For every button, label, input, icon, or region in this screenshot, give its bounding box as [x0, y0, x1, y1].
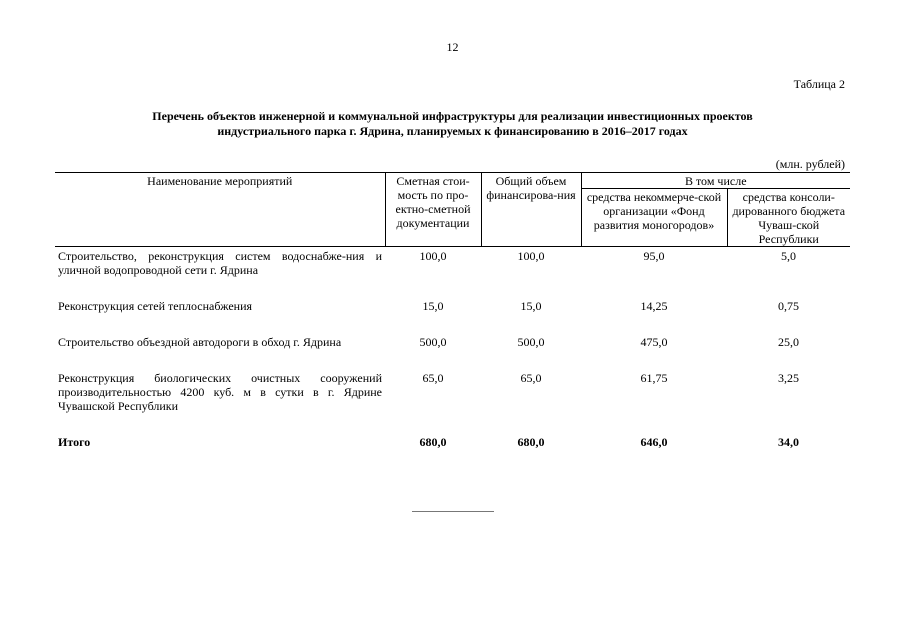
row-fund: 14,25 — [640, 299, 668, 313]
table-header — [55, 173, 850, 247]
row-fund: 95,0 — [643, 249, 665, 263]
row-estimate: 65,0 — [422, 371, 444, 385]
row-spacer — [55, 315, 850, 333]
row-name: Строительство, реконструкция систем водоснабже-ния и уличной водопроводной сети г. Ядрина — [58, 249, 382, 277]
row-estimate: 100,0 — [419, 249, 447, 263]
table-row — [55, 369, 850, 415]
row-estimate: 500,0 — [419, 335, 447, 349]
table-row — [55, 297, 850, 315]
title-line-2: индустриального парка г. Ядрина, планируемых к финансированию в 2016–2017 годах — [217, 124, 688, 138]
table-row — [55, 333, 850, 351]
total-budget: 34,0 — [778, 435, 799, 449]
total-label: Итого — [58, 435, 91, 449]
total-total: 680,0 — [517, 435, 545, 449]
table-body — [55, 247, 850, 452]
row-estimate: 15,0 — [422, 299, 444, 313]
row-budget: 3,25 — [778, 371, 799, 385]
header-fund: средства некоммерче-ской организации «Фонд развития моногородов» — [581, 189, 727, 247]
table-label: Таблица 2 — [793, 77, 845, 91]
total-row — [55, 433, 850, 451]
row-fund: 61,75 — [640, 371, 668, 385]
row-budget: 25,0 — [778, 335, 799, 349]
document-title — [70, 109, 835, 139]
row-total: 100,0 — [517, 249, 545, 263]
total-estimate: 680,0 — [419, 435, 447, 449]
row-spacer — [55, 279, 850, 297]
row-fund: 475,0 — [640, 335, 668, 349]
header-estimate: Сметная стои-мость по про-ектно-сметной документации — [385, 173, 481, 247]
total-fund: 646,0 — [640, 435, 668, 449]
financing-table — [55, 172, 850, 451]
table-row — [55, 247, 850, 280]
header-including: В том числе — [581, 173, 850, 189]
title-line-1: Перечень объектов инженерной и коммунальной инфраструктуры для реализации инвестиционных проектов — [152, 109, 753, 123]
end-separator-line — [412, 511, 494, 512]
row-total: 65,0 — [520, 371, 542, 385]
row-spacer — [55, 415, 850, 433]
row-name: Строительство объездной автодороги в обход г. Ядрина — [58, 335, 342, 349]
row-budget: 0,75 — [778, 299, 799, 313]
header-budget: средства консоли-дированного бюджета Чуваш-ской Республики — [727, 189, 850, 247]
units-note: (млн. рублей) — [775, 157, 845, 171]
row-budget: 5,0 — [781, 249, 796, 263]
row-name: Реконструкция сетей теплоснабжения — [58, 299, 253, 313]
row-total: 15,0 — [520, 299, 542, 313]
header-total-volume: Общий объем финансирова-ния — [481, 173, 581, 247]
row-total: 500,0 — [517, 335, 545, 349]
row-name: Реконструкция биологических очистных сооружений производительностью 4200 куб. м в сутки в г. Ядрине Чувашской Республики — [58, 371, 382, 413]
page-number: 12 — [446, 40, 459, 54]
header-name: Наименование мероприятий — [55, 173, 385, 247]
row-spacer — [55, 351, 850, 369]
